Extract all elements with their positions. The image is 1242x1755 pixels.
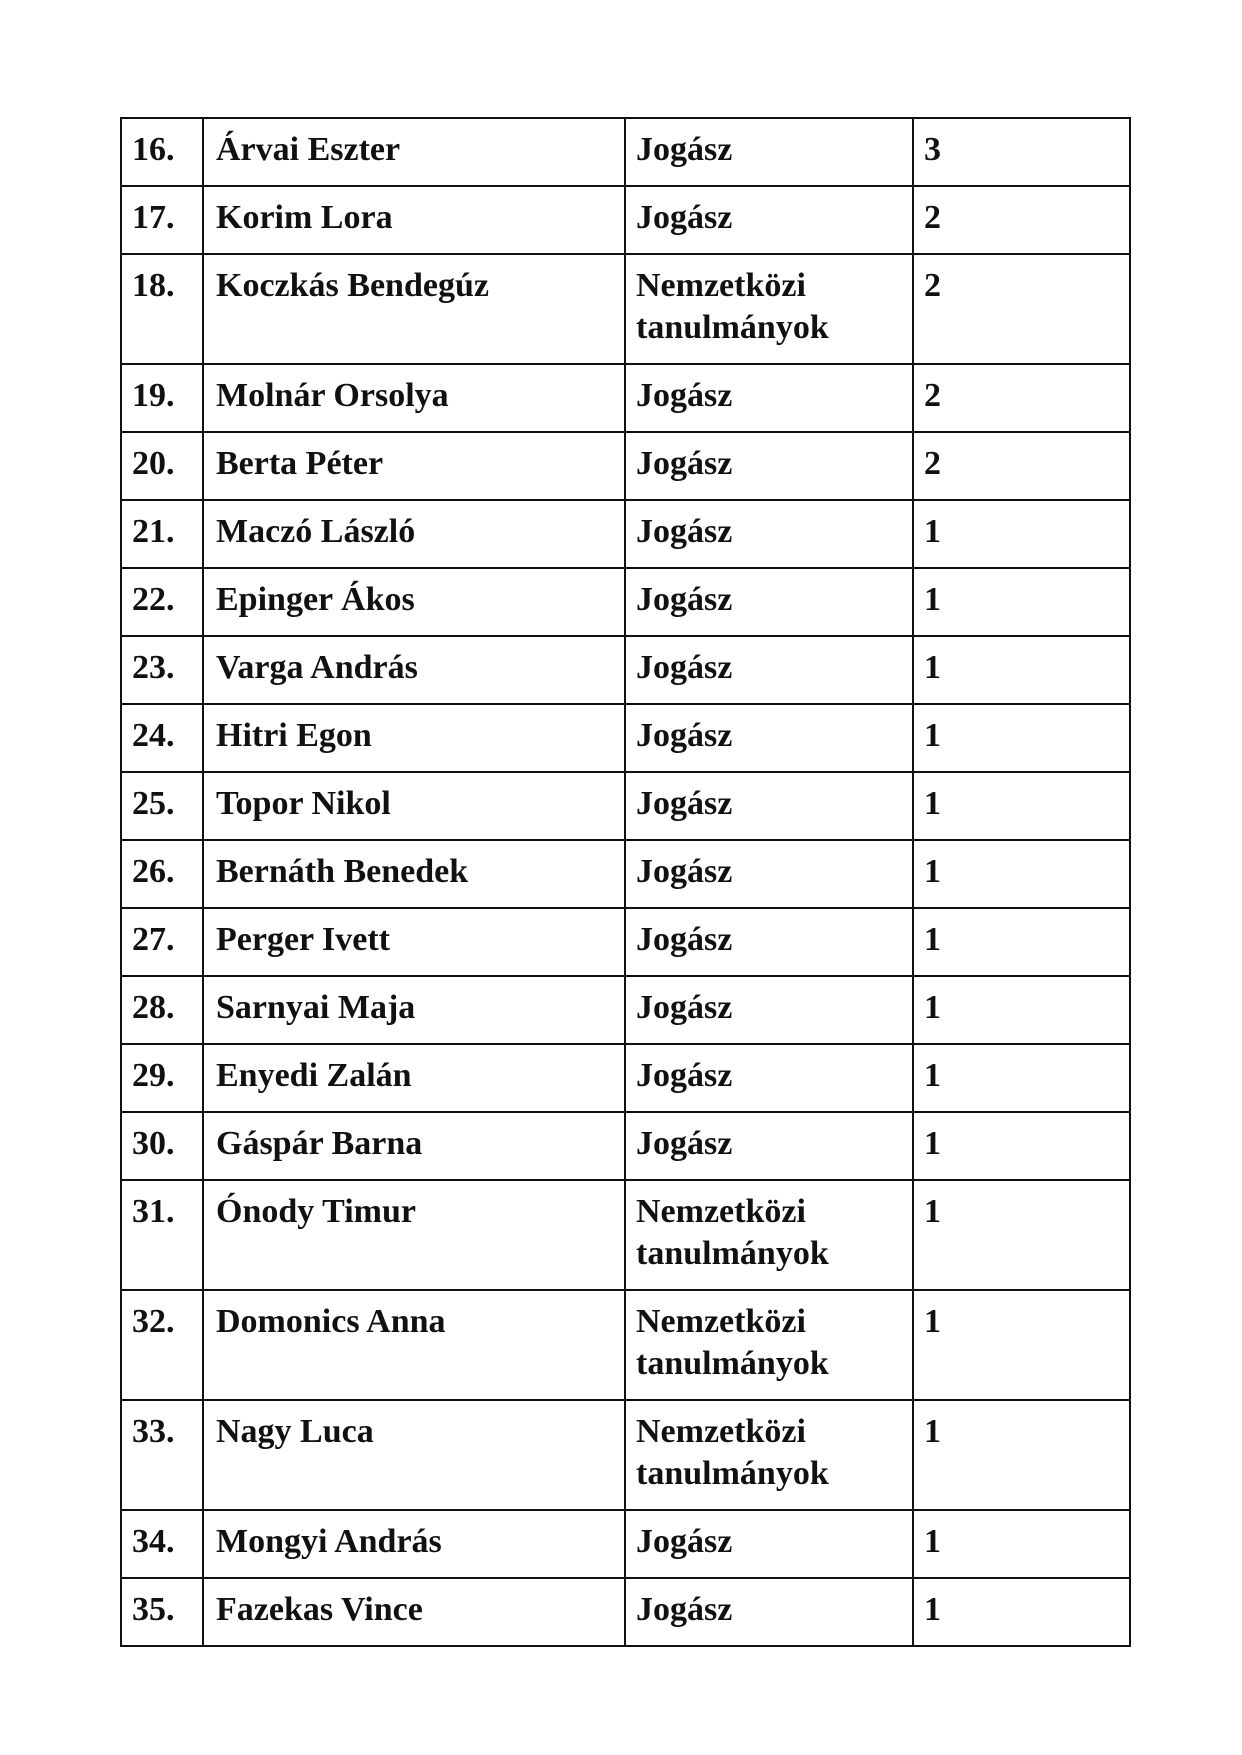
year-value: 1 (913, 636, 1130, 704)
student-name: Varga András (203, 636, 625, 704)
row-number: 34. (121, 1510, 203, 1578)
row-number: 17. (121, 186, 203, 254)
year-value: 1 (913, 1290, 1130, 1400)
student-name: Sarnyai Maja (203, 976, 625, 1044)
table-row (121, 500, 1130, 568)
study-field-line: tanulmányok (636, 1455, 829, 1492)
year-value: 1 (913, 976, 1130, 1044)
row-number: 19. (121, 364, 203, 432)
study-field-line: Nemzetközi (636, 1413, 806, 1450)
row-number: 27. (121, 908, 203, 976)
student-name: Bernáth Benedek (203, 840, 625, 908)
study-field-line: Jogász (636, 989, 733, 1026)
study-field (625, 118, 913, 186)
study-field-line: Jogász (636, 581, 733, 618)
student-name: Hitri Egon (203, 704, 625, 772)
student-name: Enyedi Zalán (203, 1044, 625, 1112)
year-value: 2 (913, 432, 1130, 500)
study-field (625, 1400, 913, 1510)
year-value: 1 (913, 1400, 1130, 1510)
table-row (121, 840, 1130, 908)
study-field-line: Jogász (636, 377, 733, 414)
year-value: 1 (913, 1578, 1130, 1646)
table-row (121, 1044, 1130, 1112)
student-name: Mongyi András (203, 1510, 625, 1578)
study-field (625, 908, 913, 976)
student-name: Gáspár Barna (203, 1112, 625, 1180)
student-name: Maczó László (203, 500, 625, 568)
study-field-line: Nemzetközi (636, 267, 806, 304)
student-table (120, 117, 1131, 1647)
study-field-line: Jogász (636, 445, 733, 482)
row-number: 23. (121, 636, 203, 704)
year-value: 1 (913, 568, 1130, 636)
study-field (625, 704, 913, 772)
year-value: 2 (913, 186, 1130, 254)
study-field-line: Jogász (636, 1591, 733, 1628)
table-row (121, 1578, 1130, 1646)
row-number: 33. (121, 1400, 203, 1510)
student-name: Koczkás Bendegúz (203, 254, 625, 364)
year-value: 1 (913, 1180, 1130, 1290)
study-field-line: Jogász (636, 649, 733, 686)
study-field-line: Jogász (636, 717, 733, 754)
row-number: 25. (121, 772, 203, 840)
student-name: Árvai Eszter (203, 118, 625, 186)
table-row (121, 118, 1130, 186)
study-field (625, 1578, 913, 1646)
study-field (625, 186, 913, 254)
study-field-line: Jogász (636, 199, 733, 236)
table-row (121, 704, 1130, 772)
year-value: 1 (913, 840, 1130, 908)
table-body (121, 118, 1130, 1646)
study-field (625, 1112, 913, 1180)
study-field-line: tanulmányok (636, 1235, 829, 1272)
study-field (625, 1510, 913, 1578)
table-row (121, 186, 1130, 254)
row-number: 28. (121, 976, 203, 1044)
table-row (121, 772, 1130, 840)
study-field (625, 432, 913, 500)
student-name: Topor Nikol (203, 772, 625, 840)
year-value: 2 (913, 254, 1130, 364)
study-field-line: Jogász (636, 921, 733, 958)
student-name: Domonics Anna (203, 1290, 625, 1400)
year-value: 3 (913, 118, 1130, 186)
year-value: 1 (913, 908, 1130, 976)
row-number: 18. (121, 254, 203, 364)
year-value: 1 (913, 1510, 1130, 1578)
study-field-line: Jogász (636, 1523, 733, 1560)
table-row (121, 636, 1130, 704)
row-number: 21. (121, 500, 203, 568)
table-row (121, 1112, 1130, 1180)
year-value: 1 (913, 772, 1130, 840)
student-name: Fazekas Vince (203, 1578, 625, 1646)
study-field (625, 1044, 913, 1112)
row-number: 20. (121, 432, 203, 500)
table-row (121, 1180, 1130, 1290)
row-number: 24. (121, 704, 203, 772)
row-number: 32. (121, 1290, 203, 1400)
study-field (625, 976, 913, 1044)
study-field-line: Jogász (636, 513, 733, 550)
student-name: Epinger Ákos (203, 568, 625, 636)
student-name: Korim Lora (203, 186, 625, 254)
table-row (121, 364, 1130, 432)
study-field-line: Nemzetközi (636, 1193, 806, 1230)
year-value: 1 (913, 704, 1130, 772)
year-value: 1 (913, 1112, 1130, 1180)
table-row (121, 1510, 1130, 1578)
table-row (121, 1290, 1130, 1400)
study-field-line: Nemzetközi (636, 1303, 806, 1340)
student-name: Berta Péter (203, 432, 625, 500)
study-field (625, 772, 913, 840)
study-field (625, 636, 913, 704)
study-field (625, 1180, 913, 1290)
table-row (121, 432, 1130, 500)
study-field (625, 364, 913, 432)
year-value: 1 (913, 1044, 1130, 1112)
study-field-line: Jogász (636, 1057, 733, 1094)
study-field-line: Jogász (636, 853, 733, 890)
study-field-line: tanulmányok (636, 309, 829, 346)
study-field-line: Jogász (636, 785, 733, 822)
year-value: 1 (913, 500, 1130, 568)
row-number: 35. (121, 1578, 203, 1646)
study-field (625, 254, 913, 364)
row-number: 26. (121, 840, 203, 908)
study-field (625, 500, 913, 568)
study-field-line: Jogász (636, 1125, 733, 1162)
row-number: 22. (121, 568, 203, 636)
row-number: 30. (121, 1112, 203, 1180)
table-row (121, 908, 1130, 976)
student-name: Molnár Orsolya (203, 364, 625, 432)
study-field-line: Jogász (636, 131, 733, 168)
table-row (121, 1400, 1130, 1510)
student-name: Ónody Timur (203, 1180, 625, 1290)
student-name: Perger Ivett (203, 908, 625, 976)
row-number: 31. (121, 1180, 203, 1290)
row-number: 29. (121, 1044, 203, 1112)
study-field (625, 840, 913, 908)
year-value: 2 (913, 364, 1130, 432)
study-field (625, 568, 913, 636)
study-field-line: tanulmányok (636, 1345, 829, 1382)
row-number: 16. (121, 118, 203, 186)
table-row (121, 254, 1130, 364)
table-row (121, 976, 1130, 1044)
student-name: Nagy Luca (203, 1400, 625, 1510)
table-row (121, 568, 1130, 636)
study-field (625, 1290, 913, 1400)
